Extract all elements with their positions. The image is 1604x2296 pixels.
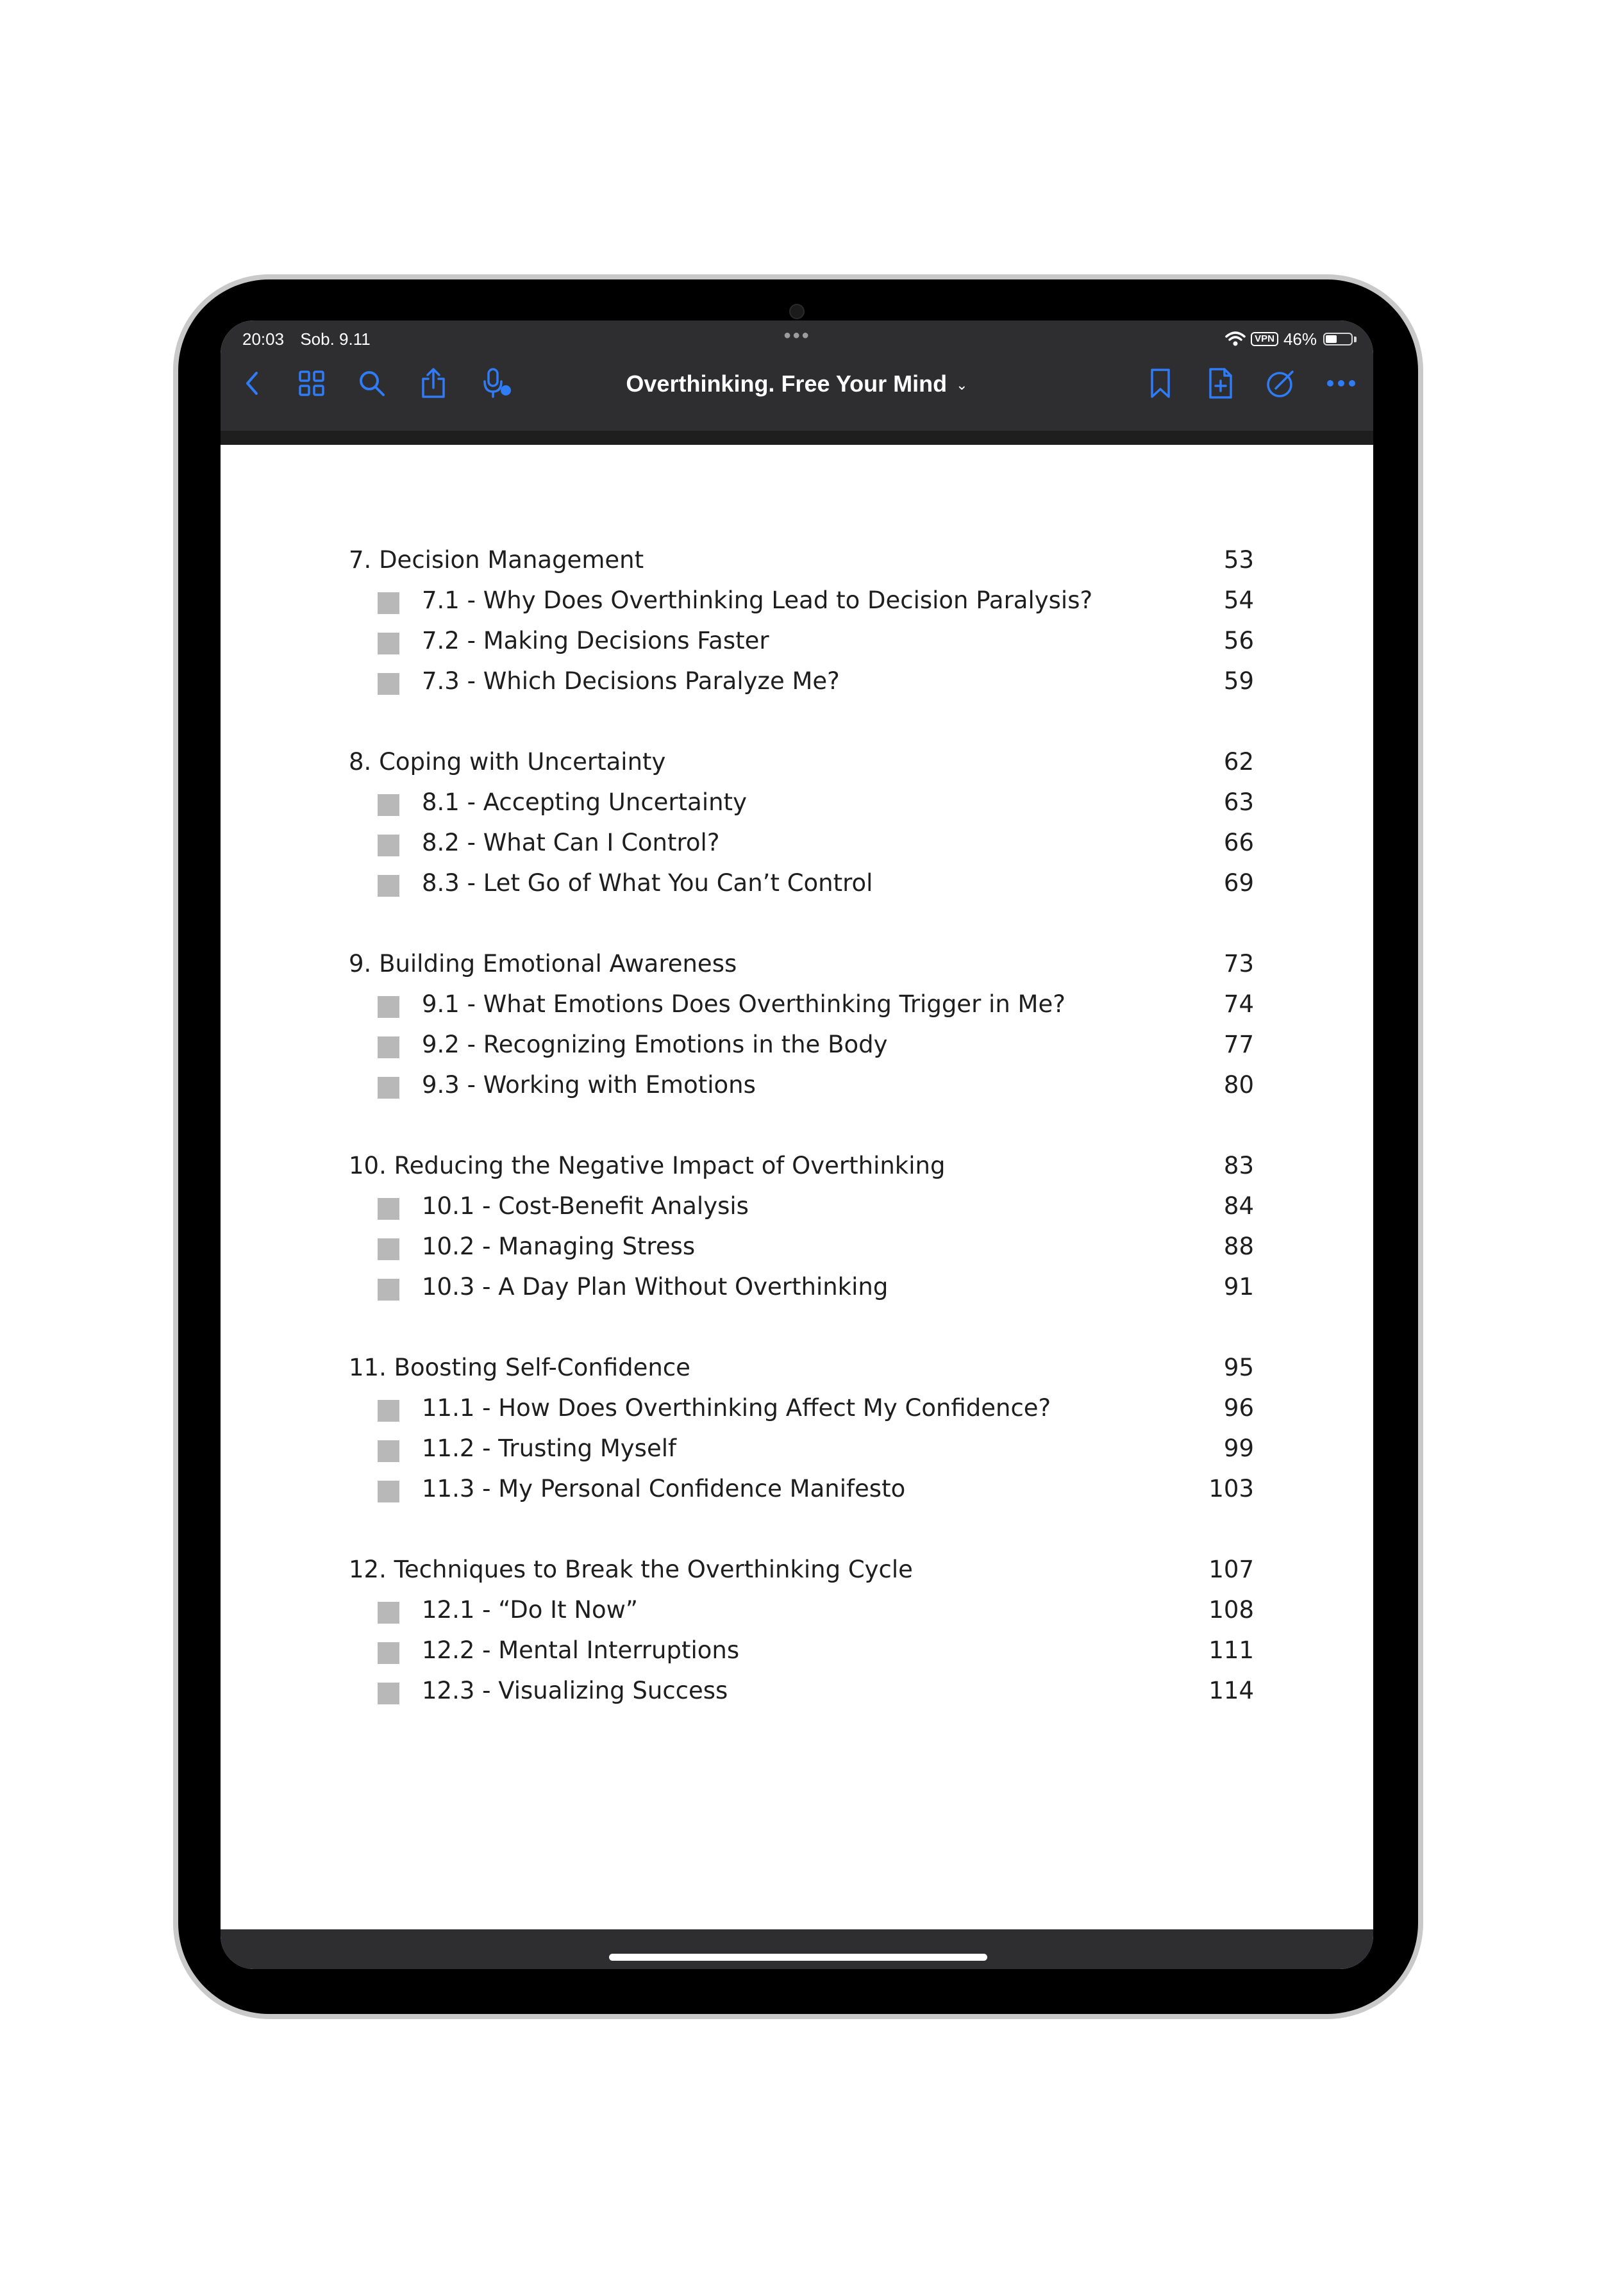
back-icon[interactable] <box>235 365 271 401</box>
battery-percent: 46% <box>1283 329 1317 349</box>
toc-page-number: 63 <box>1223 788 1254 816</box>
status-date: Sob. 9.11 <box>300 329 371 349</box>
checkbox-square-icon <box>378 1077 399 1099</box>
toc-section-title: 11.3 - My Personal Confidence Manifesto <box>422 1475 906 1502</box>
toc-page-number: 62 <box>1223 748 1254 776</box>
status-bar-left <box>242 328 382 350</box>
home-indicator[interactable] <box>609 1954 987 1961</box>
toc-page-number: 107 <box>1208 1556 1254 1583</box>
status-time: 20:03 <box>242 329 285 349</box>
bookmark-icon[interactable] <box>1142 365 1178 401</box>
toc-chapter-row[interactable] <box>221 540 1373 580</box>
toc-section-row[interactable] <box>221 1186 1373 1226</box>
checkbox-square-icon <box>378 1238 399 1260</box>
toc-chapter-title: 8. Coping with Uncertainty <box>349 748 666 776</box>
checkbox-square-icon <box>378 996 399 1018</box>
checkbox-square-icon <box>378 1198 399 1220</box>
toc-page-number: 84 <box>1223 1192 1254 1220</box>
battery-level <box>1326 335 1337 343</box>
toc-section-row[interactable] <box>221 1590 1373 1630</box>
toc-page-number: 53 <box>1223 546 1254 574</box>
toc-chapter-row[interactable] <box>221 944 1373 984</box>
toc-page-number: 103 <box>1208 1475 1254 1502</box>
toc-chapter-title: 11. Boosting Self-Confidence <box>349 1354 690 1381</box>
toc-page-number: 91 <box>1223 1273 1254 1301</box>
toc-chapter-row[interactable] <box>221 1347 1373 1388</box>
toc-section-row[interactable] <box>221 984 1373 1024</box>
toc-chapter-title: 12. Techniques to Break the Overthinking Cycle <box>349 1556 913 1583</box>
toc-section-title: 8.1 - Accepting Uncertainty <box>422 788 747 816</box>
checkbox-square-icon <box>378 673 399 695</box>
toc-page-number: 111 <box>1208 1636 1254 1664</box>
checkbox-square-icon <box>378 1642 399 1664</box>
toc-page-number: 54 <box>1223 586 1254 614</box>
toc-page-number: 96 <box>1223 1394 1254 1422</box>
toc-section-row[interactable] <box>221 863 1373 903</box>
checkbox-square-icon <box>378 1481 399 1502</box>
battery-icon <box>1323 333 1353 345</box>
toc-section-row[interactable] <box>221 661 1373 701</box>
bottom-bar <box>221 1929 1373 1969</box>
checkbox-square-icon <box>378 794 399 816</box>
toc-section-row[interactable] <box>221 1388 1373 1428</box>
toc-section-row[interactable] <box>221 1065 1373 1105</box>
checkbox-square-icon <box>378 633 399 654</box>
toc-section-row[interactable] <box>221 1468 1373 1509</box>
toc-section-title: 9.3 - Working with Emotions <box>422 1071 756 1099</box>
toc-section-title: 12.3 - Visualizing Success <box>422 1677 728 1704</box>
front-camera <box>789 304 805 319</box>
document-title-menu[interactable] <box>541 368 1053 400</box>
toc-page-number: 80 <box>1223 1071 1254 1099</box>
toc-section-row[interactable] <box>221 620 1373 661</box>
add-page-icon[interactable] <box>1203 365 1239 401</box>
toc-page-number: 95 <box>1223 1354 1254 1381</box>
toc-page-number: 108 <box>1208 1596 1254 1624</box>
screen <box>221 320 1373 1969</box>
toc-section-title: 8.3 - Let Go of What You Can’t Control <box>422 869 873 897</box>
toc-page-number: 59 <box>1223 667 1254 695</box>
vpn-badge: VPN <box>1251 332 1278 346</box>
toc-section-title: 7.2 - Making Decisions Faster <box>422 627 769 654</box>
toc-section-row[interactable] <box>221 580 1373 620</box>
checkbox-square-icon <box>378 1279 399 1301</box>
toc-chapter-row[interactable] <box>221 1549 1373 1590</box>
toolbar-shadow <box>221 431 1373 445</box>
battery-tip <box>1354 337 1357 342</box>
toc-chapter-title: 9. Building Emotional Awareness <box>349 950 737 977</box>
toc-section-row[interactable] <box>221 1428 1373 1468</box>
toc-chapter-title: 10. Reducing the Negative Impact of Overthinking <box>349 1152 946 1179</box>
toc-section-title: 7.1 - Why Does Overthinking Lead to Decision Paralysis? <box>422 586 1093 614</box>
checkbox-square-icon <box>378 875 399 897</box>
toc-section-title: 10.3 - A Day Plan Without Overthinking <box>422 1273 889 1301</box>
toc-page-number: 83 <box>1223 1152 1254 1179</box>
toc-page-number: 56 <box>1223 627 1254 654</box>
grid-icon[interactable] <box>294 365 330 401</box>
toc-section-title: 10.1 - Cost-Benefit Analysis <box>422 1192 749 1220</box>
toc-section-row[interactable] <box>221 1267 1373 1307</box>
checkbox-square-icon <box>378 835 399 856</box>
toc-section-title: 7.3 - Which Decisions Paralyze Me? <box>422 667 840 695</box>
search-icon[interactable] <box>354 365 390 401</box>
toc-page-number: 99 <box>1223 1435 1254 1462</box>
checkbox-square-icon <box>378 1440 399 1462</box>
checkbox-square-icon <box>378 1683 399 1704</box>
toc-section-title: 11.2 - Trusting Myself <box>422 1435 677 1462</box>
chevron-down-icon: ⌄ <box>956 377 968 394</box>
toc-page-number: 114 <box>1208 1677 1254 1704</box>
toc-page-number: 88 <box>1223 1233 1254 1260</box>
toc-section-row[interactable] <box>221 1630 1373 1670</box>
toc-section-title: 8.2 - What Can I Control? <box>422 829 720 856</box>
toc-page-number: 66 <box>1223 829 1254 856</box>
toc-chapter-row[interactable] <box>221 1145 1373 1186</box>
markup-icon[interactable] <box>1263 365 1299 401</box>
top-toolbar <box>221 320 1373 431</box>
share-icon[interactable] <box>415 365 451 401</box>
wifi-icon <box>1225 331 1246 347</box>
document-title: Overthinking. Free Your Mind <box>626 370 948 397</box>
microphone-icon[interactable] <box>480 365 515 401</box>
status-bar-right <box>1225 328 1357 350</box>
toc-section-row[interactable] <box>221 1226 1373 1267</box>
toc-page-number: 69 <box>1223 869 1254 897</box>
toc-section-row[interactable] <box>221 822 1373 863</box>
checkbox-square-icon <box>378 1602 399 1624</box>
checkbox-square-icon <box>378 1036 399 1058</box>
toc-section-row[interactable] <box>221 1024 1373 1065</box>
checkbox-square-icon <box>378 1400 399 1422</box>
checkbox-square-icon <box>378 592 399 614</box>
toc-chapter-row[interactable] <box>221 742 1373 782</box>
multitasking-dots-icon[interactable]: ●●● <box>783 328 811 342</box>
toc-section-title: 9.2 - Recognizing Emotions in the Body <box>422 1031 888 1058</box>
toc-section-row[interactable] <box>221 1670 1373 1711</box>
toc-section-title: 12.1 - “Do It Now” <box>422 1596 639 1624</box>
toc-section-title: 11.1 - How Does Overthinking Affect My Confidence? <box>422 1394 1051 1422</box>
toc-page-number: 74 <box>1223 990 1254 1018</box>
more-icon[interactable] <box>1323 365 1359 401</box>
toc-section-title: 9.1 - What Emotions Does Overthinking Trigger in Me? <box>422 990 1065 1018</box>
toc-chapter-title: 7. Decision Management <box>349 546 644 574</box>
toc-page-number: 73 <box>1223 950 1254 977</box>
toc-section-title: 12.2 - Mental Interruptions <box>422 1636 740 1664</box>
toc-page-number: 77 <box>1223 1031 1254 1058</box>
toc-section-title: 10.2 - Managing Stress <box>422 1233 696 1260</box>
toc-section-row[interactable] <box>221 782 1373 822</box>
document-page[interactable] <box>221 445 1373 1929</box>
